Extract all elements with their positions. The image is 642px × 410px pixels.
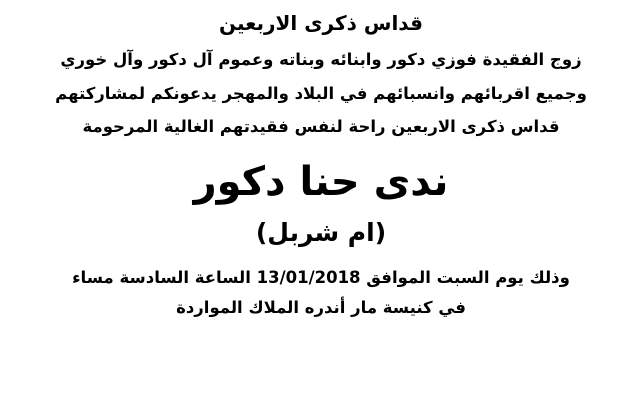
invitation-line-2: وجميع اقربائهم وانسبائهم في البلاد والمهجر يدعونكم لمشاركتهم <box>55 83 587 103</box>
page-title: قداس ذكرى الاربعين <box>219 11 423 35</box>
service-location-line: في كنيسة مار أندره الملاك المواردة <box>176 298 466 318</box>
invitation-line-1: زوج الفقيدة فوزي دكور وابنائه وبناته وعموم آل دكور وآل خوري <box>60 50 582 69</box>
deceased-name: ندى حنا دكور <box>193 158 449 205</box>
deceased-nickname: (ام شربل) <box>255 217 387 247</box>
service-datetime-line: وذلك يوم السبت الموافق 13/01/2018 الساعة السادسة مساء <box>72 267 570 287</box>
invitation-line-3: قداس ذكرى الاربعين راحة لنفس فقيدتهم الغالية المرحومة <box>82 117 560 137</box>
